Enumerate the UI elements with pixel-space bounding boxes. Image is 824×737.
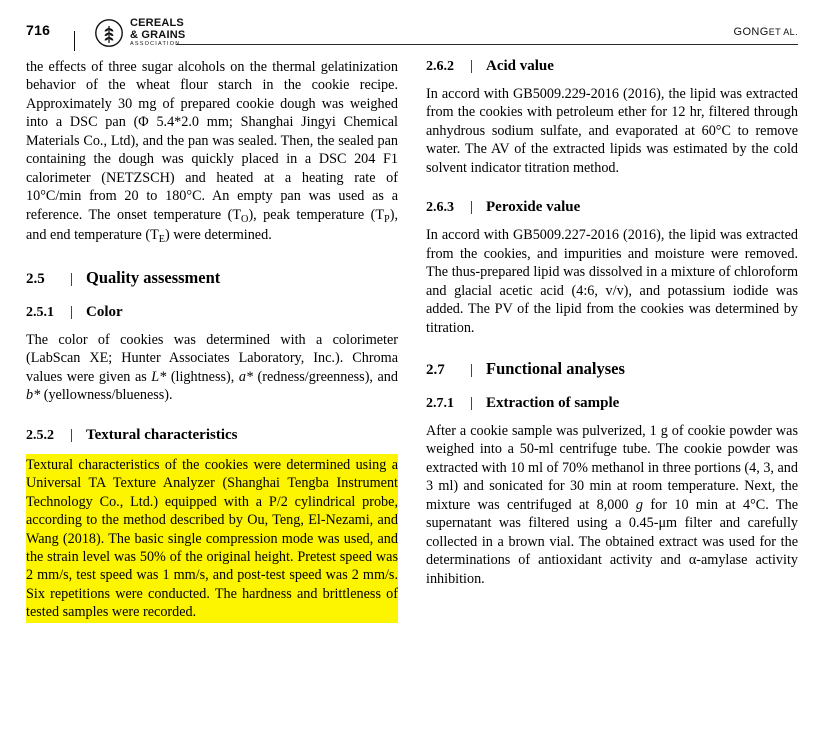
heading-2-7-bar: | (470, 361, 474, 378)
color-text-part-2: (lightness), (166, 368, 239, 385)
chroma-value-l: L* (151, 368, 167, 385)
extraction-text-part-1: After a cookie sample was pulverized, 1 g of cookie powder was weighed into a 50-ml centrifuge tube. The cookie powder was extracted with 10 ml of 70% methanol in three portions (4, 3, and 3 ml) and sonicated for 30 min at room temperature. Next, the mixture was centrifuged at 8,000 (426, 422, 798, 513)
heading-2-5-2-number: 2.5.2 (26, 427, 54, 443)
heading-2-5-2 (26, 427, 398, 444)
author-name: GONG (733, 26, 769, 38)
color-text-part-3: (redness/greenness), and (253, 368, 398, 385)
heading-2-6-2-number: 2.6.2 (426, 59, 454, 74)
color-text-part-1: The color of cookies was determined with a colorimeter (LabScan XE; Hunter Associates Laboratory, Inc.). Chroma values were given as (26, 331, 398, 385)
extraction-text-part-2: for 10 min at 4°C. The supernatant was filtered using a 0.45-μm filter and carefully collected in a brown vial. The obtained extract was used for the determinations of antioxidant activity and α-amylase activity inhibition. (426, 496, 798, 587)
paragraph-peroxide-value: In accord with GB5009.227-2016 (2016), the lipid was extracted from the cookies, and impurities and moisture were removed. The thus-prepared lipid was dissolved in a mixture of chloroform and glacial acetic acid (4:6, v/v), and potassium iodide was added. The PV of the lipid from the cookies was determined by titration. (426, 227, 798, 336)
chroma-value-a: a* (238, 368, 253, 385)
heading-2-7-1-bar: | (470, 394, 474, 411)
right-column (426, 58, 798, 588)
paragraph-extraction-of-sample (426, 422, 798, 588)
paragraph-text-part-1: the effects of three sugar alcohols on the thermal gelatinization behavior of the wheat flour starch in the cookie recipe. Approximately 30 mg of prepared cookie dough was weighed into a DSC pan (Φ 5.4*2.0 mm; Shanghai Jingyi Chemical Materials Co., Ltd), and the pan was sealed. Then, the sealed pan containing the dough was quickly placed in a DSC 204 F1 calorimeter (NETZSCH) and heated at a heating rate of 10°C/min from 20 to 180°C. An empty pan was used as a reference. The onset temperature (T (26, 59, 398, 223)
heading-2-5 (26, 268, 398, 288)
color-text-part-4: (yellowness/blueness). (40, 387, 173, 404)
paragraph-acid-value: In accord with GB5009.229-2016 (2016), the lipid was extracted from the cookies with petroleum ether for 12 hr, filtered through anhydrous sodium sulfate, and evaporated at 60°C to remove water. The AV of the extracted lipids was estimated by the cold solvent indicator titration method. (426, 86, 798, 176)
heading-2-7-1-title: Extraction of sample (486, 394, 620, 411)
paragraph-text-part-4: ) were determined. (165, 226, 272, 243)
heading-2-5-title: Quality assessment (86, 267, 221, 287)
heading-2-7-title: Functional analyses (486, 358, 625, 378)
heading-2-6-3-number: 2.6.3 (426, 200, 454, 216)
heading-2-5-2-bar: | (70, 426, 74, 443)
heading-2-5-number: 2.5 (26, 270, 45, 287)
heading-2-7-1-number: 2.7.1 (426, 395, 454, 411)
heading-2-6-2 (426, 58, 798, 75)
subscript-p: P (384, 213, 390, 225)
subscript-o: O (241, 213, 249, 225)
heading-2-5-1-number: 2.5.1 (26, 304, 54, 320)
heading-2-5-1-title: Color (86, 303, 123, 320)
paragraph-color-method (26, 331, 398, 405)
paragraph-dsc-method (26, 58, 398, 246)
heading-2-6-2-bar: | (470, 58, 474, 74)
author-suffix: ET AL. (768, 27, 798, 37)
heading-2-7 (426, 359, 798, 379)
chroma-value-b: b* (26, 387, 41, 404)
subscript-e: E (158, 233, 165, 245)
left-column (26, 58, 398, 623)
running-head (26, 18, 798, 56)
heading-2-5-bar: | (70, 270, 74, 287)
g-force-symbol: g (635, 496, 644, 513)
logo-line-2: & GRAINS (130, 28, 186, 41)
paragraph-textural-characteristics-highlighted: Textural characteristics of the cookies were determined using a Universal TA Texture Analyzer (Shanghai Tengba Instrument Technology Co., Ltd.) equipped with a P/2 cylindrical probe, according to the method described by Ou, Teng, El-Nezami, and Wang (2018). The basic single compression mode was used, and the strain level was 50% of the original height. Pretest speed was 2 mm/s, test speed was 1 mm/s, and post-test speed was 2 mm/s. Six repetitions were conducted. The hardness and brittleness of tested samples were recorded. (26, 454, 398, 623)
heading-2-5-1-bar: | (70, 303, 74, 320)
publisher-logo (94, 18, 185, 48)
heading-2-6-3 (426, 199, 798, 216)
heading-2-5-1 (26, 304, 398, 321)
wheat-stalk-icon (94, 18, 124, 48)
logo-line-1: CEREALS (130, 17, 184, 30)
heading-2-7-1 (426, 395, 798, 412)
heading-2-6-3-title: Peroxide value (486, 199, 581, 216)
page-number: 716 (26, 22, 51, 38)
running-head-authors (734, 26, 798, 38)
header-horizontal-line (176, 44, 798, 45)
heading-2-5-2-title: Textural characteristics (86, 426, 238, 443)
logo-line-3: ASSOCIATION (130, 40, 181, 47)
paragraph-text-part-3: ), and end temperature (T (26, 206, 398, 243)
heading-2-6-2-title: Acid value (486, 58, 554, 74)
paragraph-text-part-2: ), peak temperature (T (248, 206, 385, 223)
heading-2-7-number: 2.7 (426, 361, 445, 378)
heading-2-6-3-bar: | (470, 199, 474, 216)
header-divider-rule (74, 31, 83, 51)
